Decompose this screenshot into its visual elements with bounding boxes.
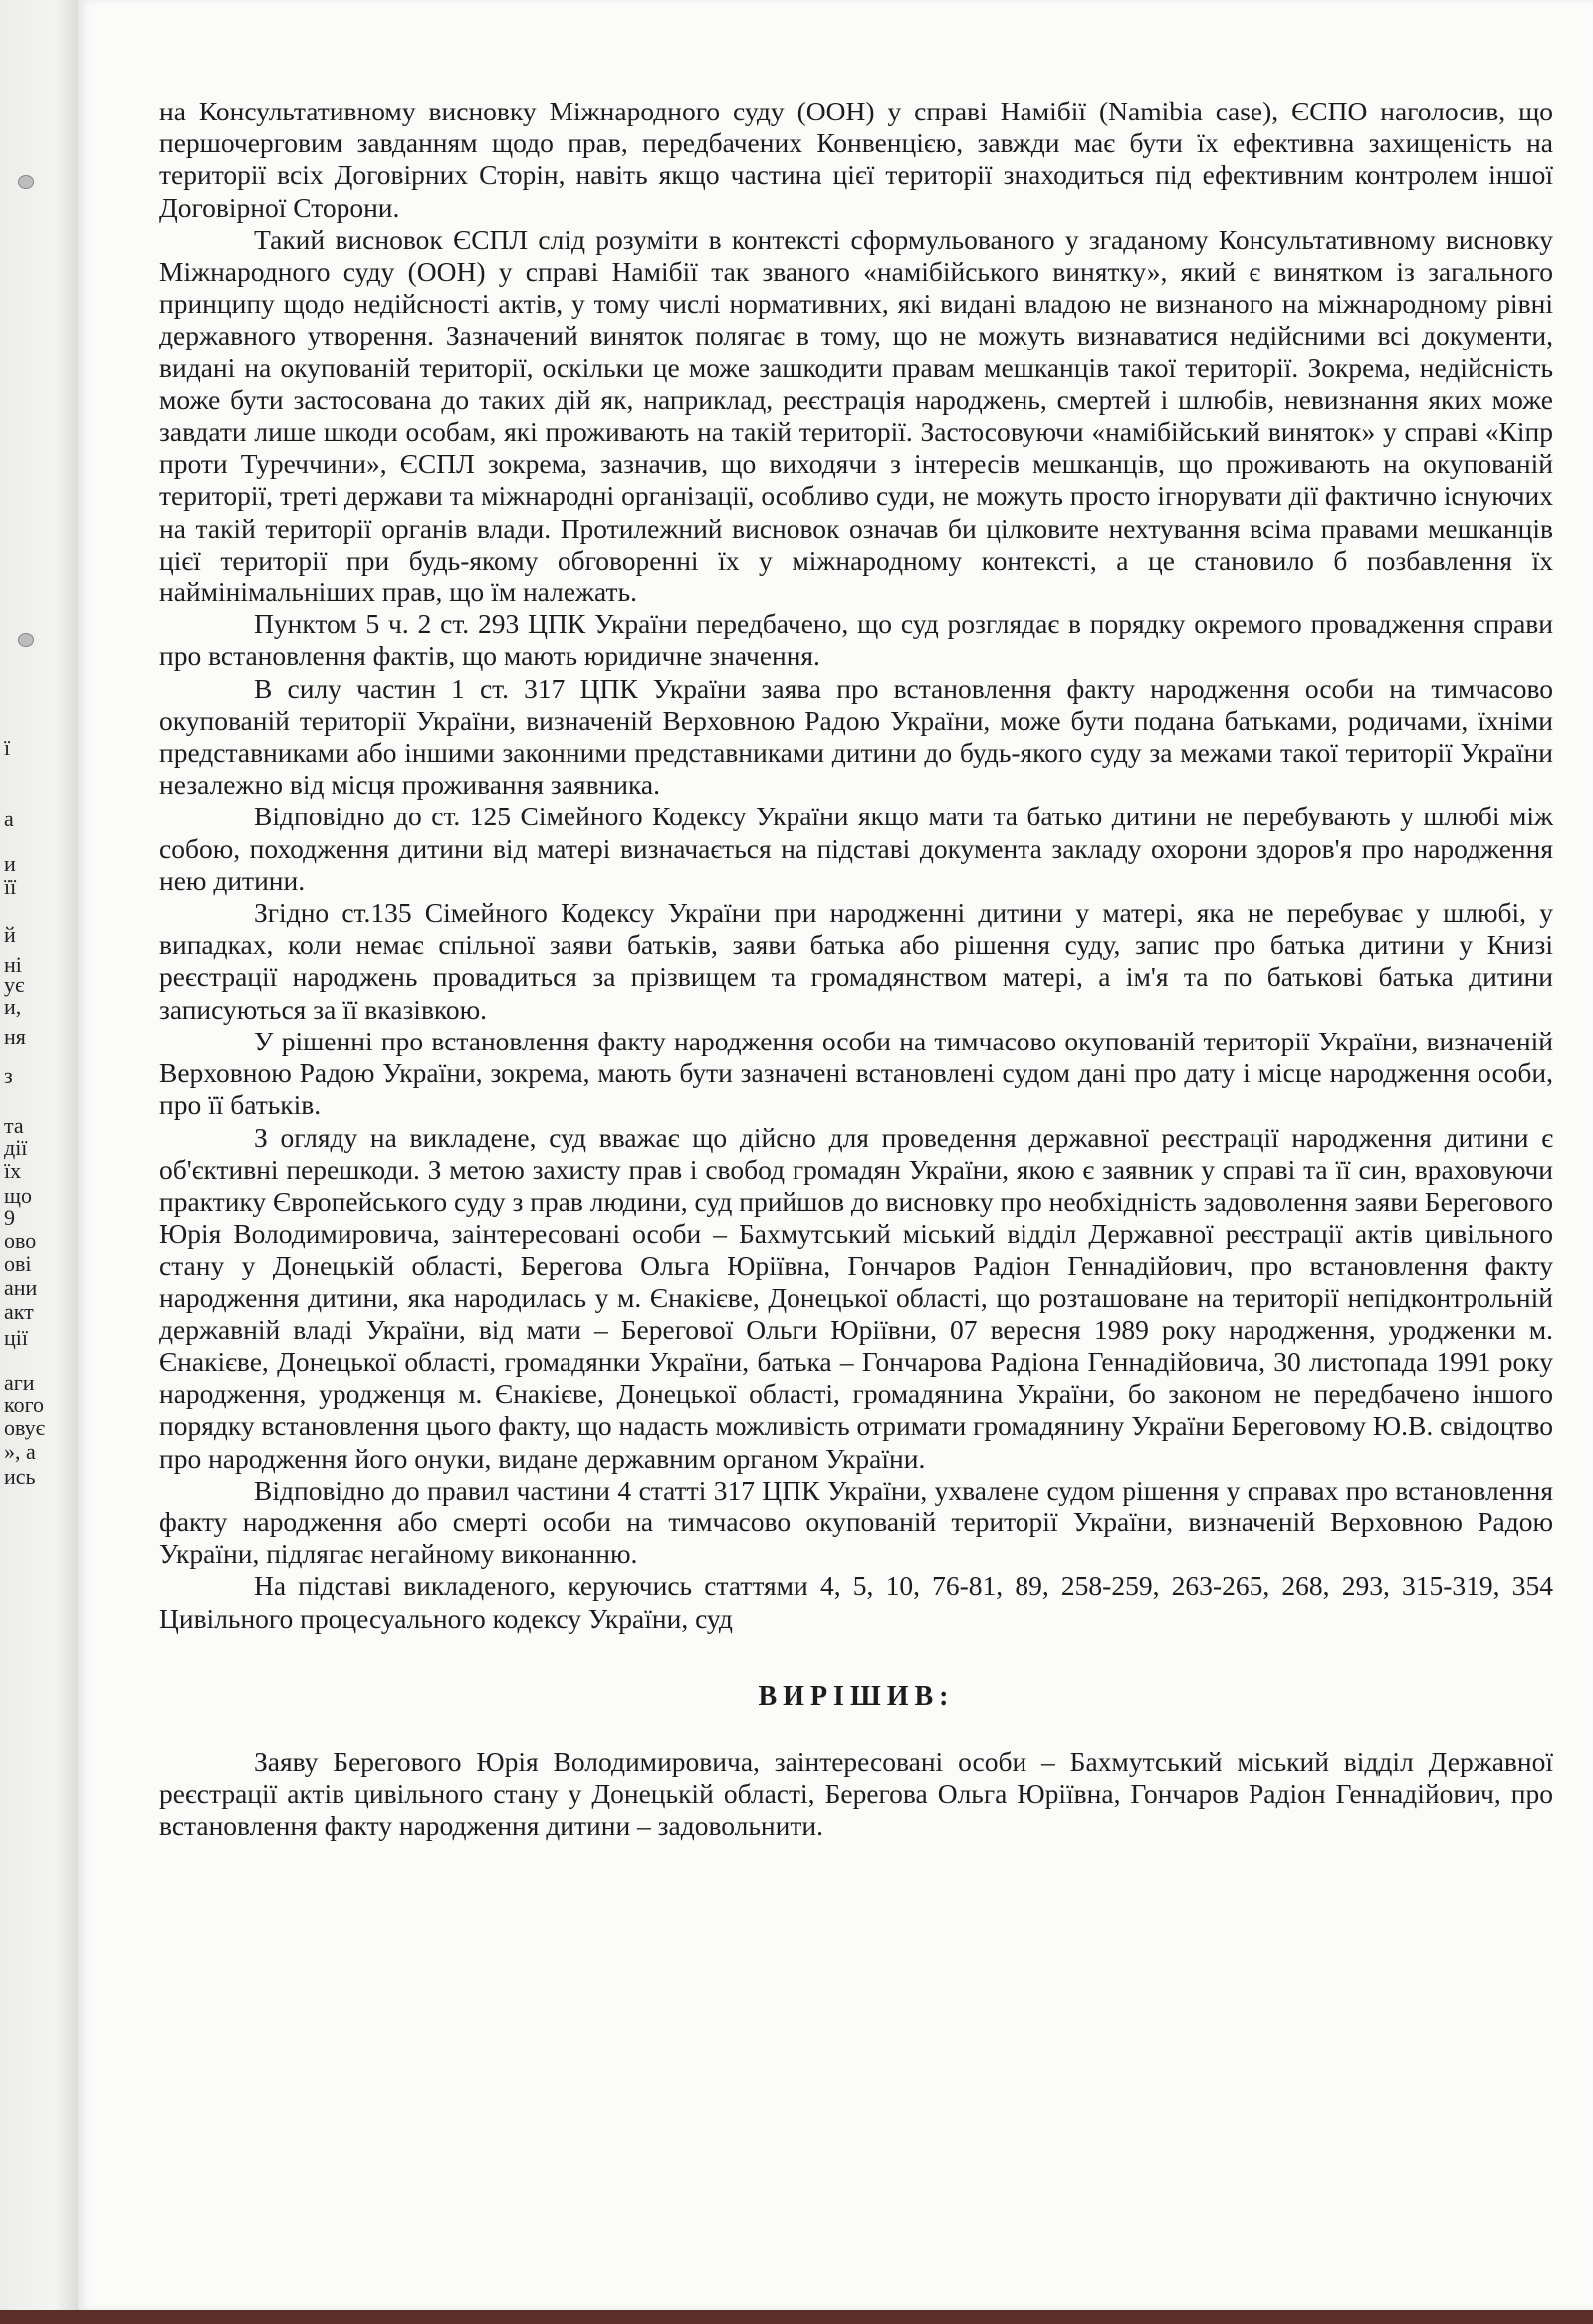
previous-page-edge bbox=[0, 0, 78, 2324]
body-paragraph: Пунктом 5 ч. 2 ст. 293 ЦПК України передбачено, що суд розглядає в порядку окремого провадження справи про встановлення фактів, що мають юридичне значення. bbox=[159, 608, 1553, 672]
body-paragraph: Згідно ст.135 Сімейного Кодексу України при народженні дитини у матері, яка не перебуває у шлюбі, у випадках, коли немає спільної заяви батьків, заяви батька або рішення суду, запис про батька дитини у Книзі реєстрації народжень провадиться за прізвищем та громадянством матері, а ім'я та по батькові батька дитини записуються за її вказівкою. bbox=[159, 897, 1553, 1025]
scan-bottom-edge bbox=[0, 2310, 1593, 2324]
left-page-fragment: їх bbox=[4, 1158, 22, 1183]
left-page-fragment: ує bbox=[4, 972, 25, 997]
left-page-fragment: ня bbox=[4, 1024, 26, 1048]
left-page-fragment: ції bbox=[4, 1325, 28, 1350]
left-page-fragment: з bbox=[4, 1063, 13, 1088]
left-page-fragment: її bbox=[4, 874, 17, 899]
left-page-fragment: », а bbox=[4, 1439, 36, 1464]
left-page-fragment: ани bbox=[4, 1276, 38, 1300]
left-page-fragment: 9 bbox=[4, 1205, 15, 1230]
left-page-fragment: й bbox=[4, 922, 16, 947]
body-paragraph: У рішенні про встановлення факту народження особи на тимчасово окупованій території України, визначеній Верховною Радою України, зокрема, мають бути зазначені встановлені судом дані про дату і місце народження особи, про її батьків. bbox=[159, 1025, 1553, 1121]
left-page-fragment: що bbox=[4, 1183, 32, 1208]
body-paragraph: на Консультативному висновку Міжнародного суду (ООН) у справі Намібії (Namibia case), ЄСПО наголосив, що першочерговим завданням щодо прав, передбачених Конвенцією, завжди має бути їх ефективна захищеність на території всіх Договірних Сторін, навіть якщо частина цієї території знаходиться під ефективним контролем іншої Договірної Сторони. bbox=[159, 96, 1553, 223]
left-page-fragment: ї bbox=[4, 735, 11, 760]
body-paragraph: В силу частин 1 ст. 317 ЦПК України заява про встановлення факту народження особи на тимчасово окупованій території України, визначеній Верховною Радою України, може бути подана батьками, родичами, їхніми представниками або іншими законними представниками дитини до будь-якого суду за межами такої території України незалежно від місця проживання заявника. bbox=[159, 672, 1553, 801]
left-page-fragment: и, bbox=[4, 994, 22, 1019]
body-paragraph: Відповідно до правил частини 4 статті 317 ЦПК України, ухвалене судом рішення у справах про встановлення факту народження або смерті особи на тимчасово окупованій території України, визначеній Верховною Радою України, підлягає негайному виконанню. bbox=[159, 1474, 1553, 1570]
left-page-fragment: акт bbox=[4, 1299, 34, 1324]
paragraphs-container bbox=[159, 96, 1553, 1635]
left-page-fragment: аги bbox=[4, 1370, 35, 1395]
left-page-fragment: ові bbox=[4, 1251, 32, 1276]
left-page-fragment: ово bbox=[4, 1228, 37, 1253]
binding-hole bbox=[18, 175, 34, 189]
body-paragraph: З огляду на викладене, суд вважає що дійсно для проведення державної реєстрації народження дитини є об'єктивні перешкоди. З метою захисту прав і свобод громадян України, якою є заявник у справі та її син, враховуючи практику Європейського суду з прав людини, суд прийшов до висновку про необхідність задоволення заяви Берегового Юрія Володимировича, заінтересовані особи – Бахмутський міський відділ Державної реєстрації актів цивільного стану у Донецькій області, Берегова Ольга Юріївна, Гончаров Радіон Геннадійович, про встановлення факту народження дитини, яка народилась у м. Єнакієве, Донецької області, що розташоване на території непідконтрольній державній владі України, від мати – Берегової Ольги Юріївни, 07 вересня 1989 року народження, уродженки м. Єнакієве, Донецької області, громадянки України, батька – Гончарова Радіона Геннадійовича, 30 листопада 1991 року народження, уродженця м. Єнакієве, Донецької області, громадянина України, бо законом не передбачено іншого порядку встановлення цього факту, що надасть можливість отримати громадянину України Береговому Ю.В. свідоцтво про народження його онуки, видане державним органом України. bbox=[159, 1121, 1553, 1474]
left-page-fragment: а bbox=[4, 807, 14, 831]
left-page-fragment: ись bbox=[4, 1464, 36, 1489]
left-page-fragment: кого bbox=[4, 1392, 45, 1417]
decision-paragraph: Заяву Берегового Юрія Володимировича, заінтересовані особи – Бахмутський міський відділ Державної реєстрації актів цивільного стану у Донецькій області, Берегова Ольга Юріївна, Гончаров Радіон Геннадійович, про встановлення факту народження дитини – задовольнити. bbox=[159, 1745, 1553, 1842]
document-body bbox=[159, 96, 1553, 1843]
left-page-fragment: и bbox=[4, 851, 16, 876]
left-page-fragment: та bbox=[4, 1113, 24, 1138]
body-paragraph: Відповідно до ст. 125 Сімейного Кодексу України якщо мати та батько дитини не перебувають у шлюбі між собою, походження дитини від матері визначається на підставі документа закладу охорони здоров'я про народження нею дитини. bbox=[159, 801, 1553, 896]
decision-title: ВИРІШИВ: bbox=[758, 1680, 955, 1712]
left-page-fragment: овує bbox=[4, 1415, 46, 1440]
left-page-fragment: ні bbox=[4, 952, 22, 977]
binding-hole bbox=[18, 633, 34, 647]
left-page-fragment: дії bbox=[4, 1135, 28, 1160]
body-paragraph: На підставі викладеного, керуючись статтями 4, 5, 10, 76-81, 89, 258-259, 263-265, 268, 293, 315-319, 354 Цивільного процесуального кодексу України, суд bbox=[159, 1570, 1553, 1634]
body-paragraph: Такий висновок ЄСПЛ слід розуміти в контексті сформульованого у згаданому Консультативному висновку Міжнародного суду (ООН) у справі Намібії так званого «намібійського винятку», який є винятком із загального принципу щодо недійсності актів, у тому числі нормативних, які видані владою не визнаного на міжнародному рівні державного утворення. Зазначений виняток полягає в тому, що не можуть визнаватися недійсними всі документи, видані на окупованій території, оскільки це може зашкодити правам мешканців такої території. Зокрема, недійсність може бути застосована до таких дій як, наприклад, реєстрація народжень, смертей і шлюбів, невизнання яких може завдати лише шкоди особам, які проживають на такій території. Застосовуючи «намібійський виняток» у справі «Кіпр проти Туреччини», ЄСПЛ зокрема, зазначив, що виходячи з інтересів мешканців, що проживають на окупованій території, треті держави та міжнародні організації, особливо суди, не можуть просто ігнорувати дії фактично існуючих на такій території органів влади. Протилежний висновок означав би цілковите нехтування всіма правами мешканців цієї території при будь-якому обговоренні їх у міжнародному контексті, а це становило б позбавлення їх наймінімальніших прав, що їм належать. bbox=[159, 223, 1553, 608]
